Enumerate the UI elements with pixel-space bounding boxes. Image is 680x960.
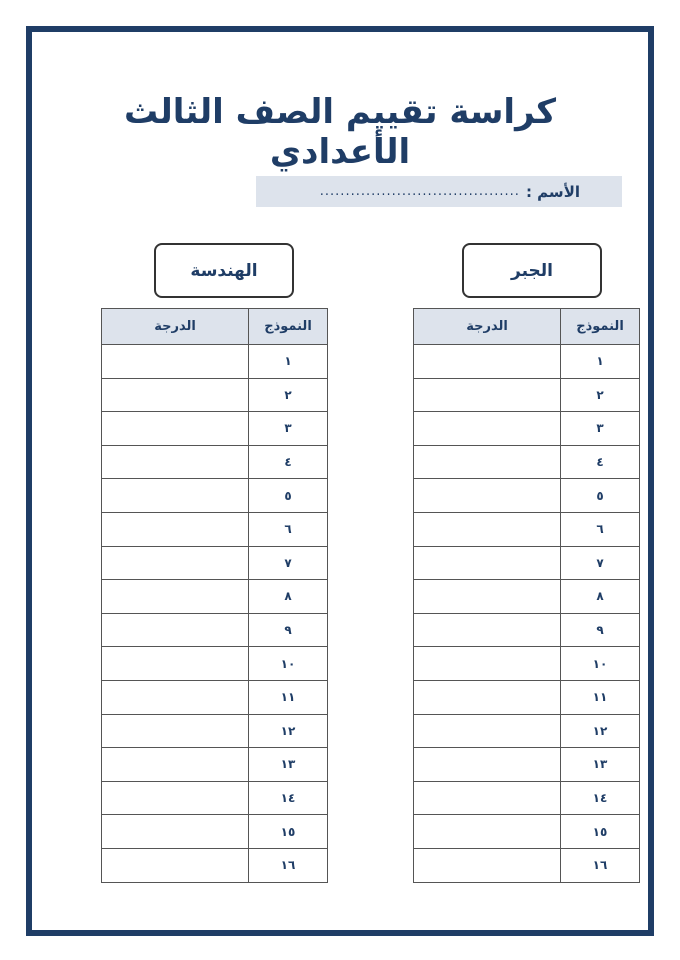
grade-entry-cell[interactable] [414,546,561,580]
model-number-cell: ١٥ [249,815,328,849]
grade-entry-cell[interactable] [414,647,561,681]
model-number-cell: ٧ [561,546,640,580]
table-row [414,848,640,882]
table-row [414,345,640,379]
grade-entry-cell[interactable] [102,378,249,412]
model-number-cell: ١٠ [561,647,640,681]
grade-entry-cell[interactable] [414,445,561,479]
model-number-cell: ٢ [249,378,328,412]
model-number-cell: ١٣ [561,748,640,782]
model-number-cell: ٤ [249,445,328,479]
model-number-cell: ٢ [561,378,640,412]
table-row [414,445,640,479]
model-number-cell: ١١ [561,680,640,714]
model-number-cell: ٣ [561,412,640,446]
table-row [102,815,328,849]
grade-entry-cell[interactable] [102,848,249,882]
grade-entry-cell[interactable] [414,680,561,714]
model-number-cell: ٦ [249,512,328,546]
grade-entry-cell[interactable] [414,781,561,815]
grade-entry-cell[interactable] [102,680,249,714]
geometry-grades-table [101,308,328,883]
model-number-cell: ٩ [249,613,328,647]
name-label: الأسم : [525,182,580,201]
table-row [414,680,640,714]
grade-entry-cell[interactable] [102,512,249,546]
model-number-cell: ١٦ [561,848,640,882]
model-number-cell: ٧ [249,546,328,580]
model-number-cell: ١٤ [249,781,328,815]
table-row [414,580,640,614]
table-row [414,815,640,849]
model-number-cell: ١١ [249,680,328,714]
grade-entry-cell[interactable] [102,445,249,479]
table-row [102,479,328,513]
grade-entry-cell[interactable] [414,815,561,849]
table-row [102,613,328,647]
grade-entry-cell[interactable] [414,714,561,748]
table-row [102,378,328,412]
table-row [414,546,640,580]
model-number-cell: ٥ [249,479,328,513]
model-number-cell: ٦ [561,512,640,546]
grade-entry-cell[interactable] [414,378,561,412]
table-row [102,546,328,580]
model-number-cell: ٨ [561,580,640,614]
grade-entry-cell[interactable] [102,781,249,815]
grade-entry-cell[interactable] [414,345,561,379]
subject-label-geometry: الهندسة [154,243,294,298]
table-row [414,714,640,748]
grade-entry-cell[interactable] [102,580,249,614]
subject-label-algebra: الجبر [462,243,602,298]
grade-entry-cell[interactable] [102,546,249,580]
table-row [102,848,328,882]
table-row [414,748,640,782]
column-header-grade: الدرجة [414,309,561,345]
table-row [414,613,640,647]
model-number-cell: ٤ [561,445,640,479]
model-number-cell: ١٠ [249,647,328,681]
grade-entry-cell[interactable] [414,748,561,782]
grade-entry-cell[interactable] [102,748,249,782]
table-row [102,580,328,614]
grade-entry-cell[interactable] [414,479,561,513]
table-row [102,748,328,782]
table-row [102,714,328,748]
grade-entry-cell[interactable] [102,613,249,647]
table-row [414,378,640,412]
name-field[interactable] [256,176,622,207]
table-row [102,647,328,681]
grade-entry-cell[interactable] [414,512,561,546]
table-row [414,781,640,815]
model-number-cell: ١ [561,345,640,379]
model-number-cell: ١٢ [561,714,640,748]
grade-entry-cell[interactable] [102,815,249,849]
table-row [102,781,328,815]
model-number-cell: ١٢ [249,714,328,748]
model-number-cell: ١٣ [249,748,328,782]
grade-entry-cell[interactable] [102,412,249,446]
name-input-dots[interactable]: ....................................... [319,184,520,199]
grade-entry-cell[interactable] [102,714,249,748]
grade-entry-cell[interactable] [102,345,249,379]
grade-entry-cell[interactable] [102,647,249,681]
model-number-cell: ٣ [249,412,328,446]
table-row [414,412,640,446]
model-number-cell: ٥ [561,479,640,513]
model-number-cell: ١٦ [249,848,328,882]
table-row [414,647,640,681]
grade-entry-cell[interactable] [414,580,561,614]
table-row [414,512,640,546]
grade-entry-cell[interactable] [414,412,561,446]
table-row [102,512,328,546]
table-row [102,680,328,714]
model-number-cell: ٩ [561,613,640,647]
model-number-cell: ١ [249,345,328,379]
column-header-model: النموذج [249,309,328,345]
table-row [102,445,328,479]
model-number-cell: ٨ [249,580,328,614]
grade-entry-cell[interactable] [414,613,561,647]
table-row [102,345,328,379]
page-title: كراسة تقييم الصف الثالث الأعدادي [123,92,557,172]
table-row [102,412,328,446]
column-header-grade: الدرجة [102,309,249,345]
grade-entry-cell[interactable] [414,848,561,882]
grade-entry-cell[interactable] [102,479,249,513]
column-header-model: النموذج [561,309,640,345]
model-number-cell: ١٤ [561,781,640,815]
model-number-cell: ١٥ [561,815,640,849]
table-row [414,479,640,513]
algebra-grades-table [413,308,640,883]
